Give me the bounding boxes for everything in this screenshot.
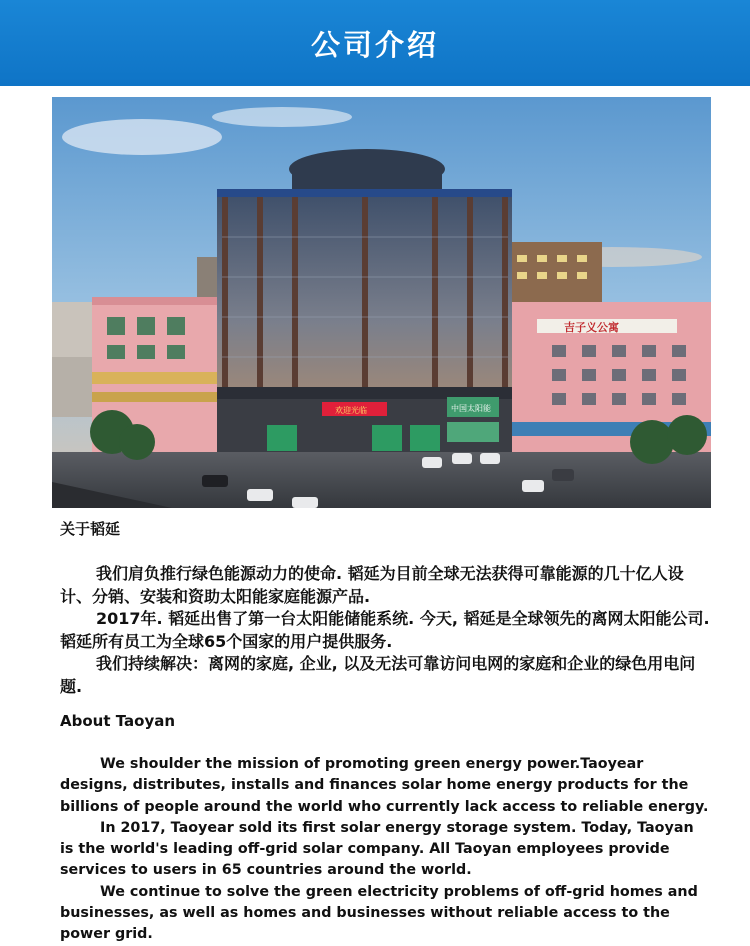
billboard-sign: 中国太阳能 <box>451 404 491 413</box>
english-section-heading: About Taoyan <box>60 712 176 730</box>
chinese-paragraph: 2017年. 韬延出售了第一台太阳能储能系统. 今天, 韬延是全球领先的离网太阳能公司. 韬延所有员工为全球65个国家的用户提供服务. <box>60 609 710 651</box>
building-sign: 吉子义公寓 <box>564 321 619 334</box>
chinese-paragraph: 我们持续解决：离网的家庭, 企业, 以及无法可靠访问电网的家庭和企业的绿色用电问题. <box>60 654 696 696</box>
chinese-section-heading: 关于韬延 <box>60 520 121 538</box>
chinese-paragraph: 我们肩负推行绿色能源动力的使命. 韬延为目前全球无法获得可靠能源的几十亿人设计、分销、安装和资助太阳能家庭能源产品. <box>60 564 684 606</box>
company-building-photo <box>52 97 711 508</box>
building-illustration <box>52 97 711 508</box>
english-paragraph: We shoulder the mission of promoting green energy power.Taoyear designs, distributes, installs and finances solar home energy products for the billions of people around the world who currently lack access to reliable energy. <box>60 756 709 815</box>
page-title: 公司介绍 <box>310 27 439 62</box>
led-sign: 欢迎光临 <box>335 406 367 415</box>
header-banner <box>0 0 750 86</box>
english-paragraph: We continue to solve the green electricity problems of off-grid homes and businesses, as well as homes and businesses without reliable access to the power grid. <box>60 883 698 943</box>
chinese-intro-text <box>60 563 710 698</box>
english-paragraph: In 2017, Taoyear sold its first solar energy storage system. Today, Taoyan is the world's leading off-grid solar company. All Taoyan employees provide services to users in 65 countries around the world. <box>60 819 694 879</box>
english-intro-text <box>60 754 710 946</box>
